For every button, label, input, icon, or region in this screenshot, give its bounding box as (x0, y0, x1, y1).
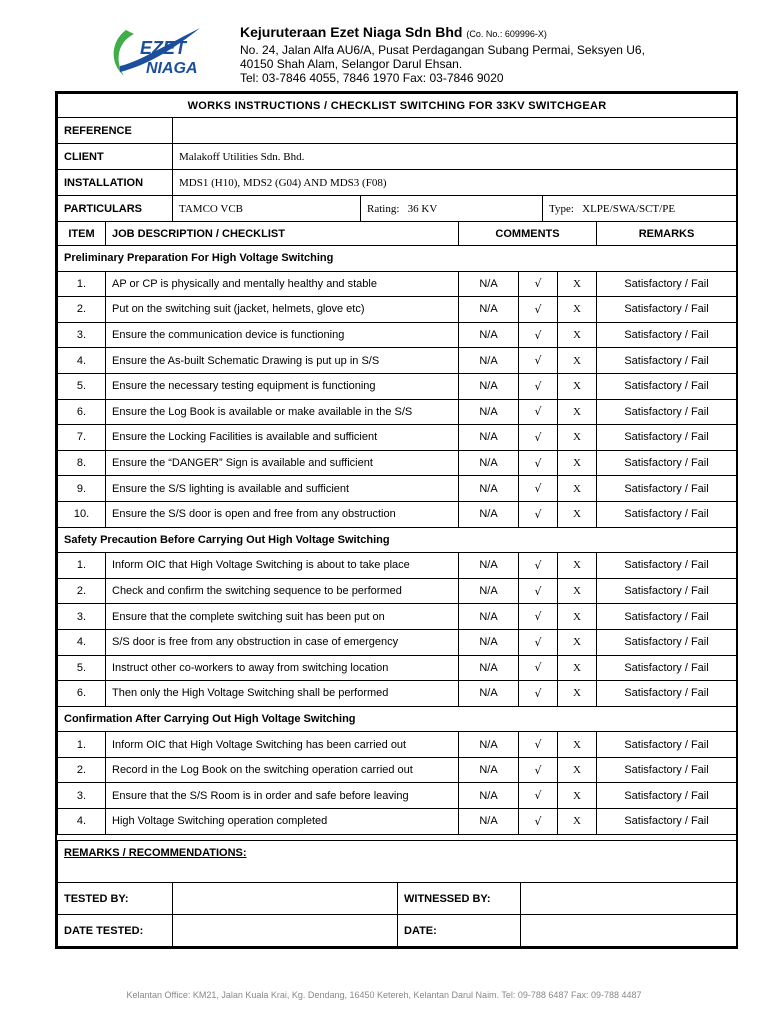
tested-by-field[interactable] (173, 883, 398, 915)
checklist-row (58, 757, 737, 783)
item-description: Put on the switching suit (jacket, helmets, glove etc) (106, 297, 459, 323)
remark-option[interactable]: Satisfactory / Fail (597, 297, 737, 323)
section-title: Safety Precaution Before Carrying Out High Voltage Switching (58, 527, 737, 553)
na-option[interactable]: N/A (459, 476, 519, 502)
cross-option[interactable]: X (558, 681, 597, 707)
item-number: 3. (58, 322, 106, 348)
company-logo (104, 26, 204, 80)
checklist-table (57, 221, 737, 835)
item-number: 3. (58, 783, 106, 809)
address-line-2: 40150 Shah Alam, Selangor Darul Ehsan. (240, 57, 463, 71)
item-number: 5. (58, 373, 106, 399)
form-header-table (57, 93, 737, 222)
item-description: S/S door is free from any obstruction in case of emergency (106, 629, 459, 655)
remark-option[interactable]: Satisfactory / Fail (597, 783, 737, 809)
col-item: ITEM (58, 222, 106, 246)
particulars-field[interactable]: TAMCO VCB (173, 196, 361, 222)
rating-value: 36 KV (407, 202, 438, 215)
item-description: Ensure the Log Book is available or make available in the S/S (106, 399, 459, 425)
remark-option[interactable]: Satisfactory / Fail (597, 578, 737, 604)
item-number: 4. (58, 809, 106, 835)
type-value: XLPE/SWA/SCT/PE (582, 202, 676, 215)
footer-address: Kelantan Office: KM21, Jalan Kuala Krai, Kg. Dendang, 16450 Ketereh, Kelantan Darul Naim. Tel: 09-788 6487 Fax: 09-788 4487 (126, 990, 642, 1000)
remark-option[interactable]: Satisfactory / Fail (597, 373, 737, 399)
item-description: Ensure the S/S lighting is available and sufficient (106, 476, 459, 502)
cross-option[interactable]: X (558, 476, 597, 502)
form-title: WORKS INSTRUCTIONS / CHECKLIST SWITCHING FOR 33KV SWITCHGEAR (58, 94, 737, 118)
col-description: JOB DESCRIPTION / CHECKLIST (106, 222, 459, 246)
checklist-row (58, 809, 737, 835)
checklist-row (58, 681, 737, 707)
letterhead (0, 0, 768, 90)
cross-option[interactable]: X (558, 297, 597, 323)
type-label: Type: (549, 202, 574, 215)
na-option[interactable]: N/A (459, 681, 519, 707)
section-header (58, 527, 737, 553)
witnessed-by-field[interactable] (521, 883, 737, 915)
section-title: Confirmation After Carrying Out High Voltage Switching (58, 706, 737, 732)
tested-by-label: TESTED BY: (58, 883, 173, 915)
tick-option[interactable]: √ (519, 501, 558, 527)
cross-option[interactable]: X (558, 399, 597, 425)
remark-option[interactable]: Satisfactory / Fail (597, 271, 737, 297)
remark-option[interactable]: Satisfactory / Fail (597, 809, 737, 835)
na-option[interactable]: N/A (459, 348, 519, 374)
witnessed-by-label: WITNESSED BY: (398, 883, 521, 915)
tick-option[interactable]: √ (519, 271, 558, 297)
tick-option[interactable]: √ (519, 655, 558, 681)
logo-text-bottom: NIAGA (146, 60, 198, 77)
item-number: 10. (58, 501, 106, 527)
remark-option[interactable]: Satisfactory / Fail (597, 604, 737, 630)
checklist-row (58, 373, 737, 399)
cross-option[interactable]: X (558, 322, 597, 348)
item-description: Then only the High Voltage Switching shall be performed (106, 681, 459, 707)
remark-option[interactable]: Satisfactory / Fail (597, 476, 737, 502)
cross-option[interactable]: X (558, 655, 597, 681)
section-header (58, 706, 737, 732)
remarks-recommendations: REMARKS / RECOMMENDATIONS: (58, 841, 737, 883)
item-number: 7. (58, 425, 106, 451)
item-description: Ensure the S/S door is open and free from any obstruction (106, 501, 459, 527)
cross-option[interactable]: X (558, 450, 597, 476)
remark-option[interactable]: Satisfactory / Fail (597, 501, 737, 527)
na-option[interactable]: N/A (459, 271, 519, 297)
checklist-row (58, 476, 737, 502)
na-option[interactable]: N/A (459, 629, 519, 655)
date-label: DATE: (398, 915, 521, 947)
item-number: 6. (58, 399, 106, 425)
checklist-row (58, 553, 737, 579)
logo-text-top: EZET (140, 38, 187, 58)
remark-option[interactable]: Satisfactory / Fail (597, 399, 737, 425)
remark-option[interactable]: Satisfactory / Fail (597, 629, 737, 655)
item-number: 2. (58, 757, 106, 783)
na-option[interactable]: N/A (459, 425, 519, 451)
remark-option[interactable]: Satisfactory / Fail (597, 450, 737, 476)
cross-option[interactable]: X (558, 757, 597, 783)
item-number: 8. (58, 450, 106, 476)
company-name (240, 24, 547, 40)
checklist-row (58, 629, 737, 655)
section-title: Preliminary Preparation For High Voltage Switching (58, 246, 737, 272)
item-description: Inform OIC that High Voltage Switching has been carried out (106, 732, 459, 758)
tick-option[interactable]: √ (519, 732, 558, 758)
date-tested-field[interactable] (173, 915, 398, 947)
installation-label: INSTALLATION (58, 170, 173, 196)
checklist-row (58, 655, 737, 681)
company-number: (Co. No.: 609996-X) (466, 29, 547, 39)
checklist-row (58, 322, 737, 348)
item-description: Inform OIC that High Voltage Switching is about to take place (106, 553, 459, 579)
item-description: Instruct other co-workers to away from switching location (106, 655, 459, 681)
remark-option[interactable]: Satisfactory / Fail (597, 655, 737, 681)
na-option[interactable]: N/A (459, 399, 519, 425)
installation-field[interactable]: MDS1 (H10), MDS2 (G04) AND MDS3 (F08) (173, 170, 737, 196)
rating-field[interactable] (361, 196, 543, 222)
tick-option[interactable]: √ (519, 348, 558, 374)
tick-option[interactable]: √ (519, 604, 558, 630)
na-option[interactable]: N/A (459, 757, 519, 783)
tick-option[interactable]: √ (519, 809, 558, 835)
remark-option[interactable]: Satisfactory / Fail (597, 322, 737, 348)
item-description: Ensure the communication device is functioning (106, 322, 459, 348)
tick-option[interactable]: √ (519, 322, 558, 348)
col-remarks: REMARKS (597, 222, 737, 246)
tick-option[interactable]: √ (519, 373, 558, 399)
na-option[interactable]: N/A (459, 322, 519, 348)
tick-option[interactable]: √ (519, 553, 558, 579)
cross-option[interactable]: X (558, 373, 597, 399)
checklist-row (58, 604, 737, 630)
cross-option[interactable]: X (558, 578, 597, 604)
na-option[interactable]: N/A (459, 783, 519, 809)
tick-option[interactable]: √ (519, 578, 558, 604)
checklist-row (58, 578, 737, 604)
reference-field[interactable] (173, 118, 737, 144)
na-option[interactable]: N/A (459, 297, 519, 323)
item-description: Ensure the As-built Schematic Drawing is put up in S/S (106, 348, 459, 374)
checklist-row (58, 348, 737, 374)
remark-option[interactable]: Satisfactory / Fail (597, 425, 737, 451)
tick-option[interactable]: √ (519, 425, 558, 451)
reference-label: REFERENCE (58, 118, 173, 144)
checklist-row (58, 425, 737, 451)
checklist-row (58, 501, 737, 527)
item-number: 1. (58, 553, 106, 579)
item-description: High Voltage Switching operation completed (106, 809, 459, 835)
item-number: 6. (58, 681, 106, 707)
phone-fax: Tel: 03-7846 4055, 7846 1970 Fax: 03-7846 9020 (240, 71, 504, 85)
item-number: 5. (58, 655, 106, 681)
na-option[interactable]: N/A (459, 501, 519, 527)
tick-option[interactable]: √ (519, 476, 558, 502)
na-option[interactable]: N/A (459, 373, 519, 399)
item-description: AP or CP is physically and mentally healthy and stable (106, 271, 459, 297)
checklist-row (58, 297, 737, 323)
cross-option[interactable]: X (558, 732, 597, 758)
checklist-row (58, 732, 737, 758)
tick-option[interactable]: √ (519, 399, 558, 425)
item-description: Ensure the necessary testing equipment is functioning (106, 373, 459, 399)
item-description: Ensure the “DANGER” Sign is available and sufficient (106, 450, 459, 476)
checklist-header-row (58, 222, 737, 246)
cross-option[interactable]: X (558, 604, 597, 630)
date-tested-label: DATE TESTED: (58, 915, 173, 947)
tick-option[interactable]: √ (519, 297, 558, 323)
particulars-label: PARTICULARS (58, 196, 173, 222)
item-number: 3. (58, 604, 106, 630)
item-number: 2. (58, 297, 106, 323)
item-description: Check and confirm the switching sequence to be performed (106, 578, 459, 604)
na-option[interactable]: N/A (459, 450, 519, 476)
cross-option[interactable]: X (558, 783, 597, 809)
tick-option[interactable]: √ (519, 681, 558, 707)
cross-option[interactable]: X (558, 348, 597, 374)
client-label: CLIENT (58, 144, 173, 170)
na-option[interactable]: N/A (459, 604, 519, 630)
cross-option[interactable]: X (558, 425, 597, 451)
remark-option[interactable]: Satisfactory / Fail (597, 732, 737, 758)
rating-label: Rating: (367, 202, 400, 215)
item-number: 1. (58, 271, 106, 297)
item-number: 4. (58, 348, 106, 374)
item-description: Record in the Log Book on the switching operation carried out (106, 757, 459, 783)
item-description: Ensure the Locking Facilities is available and sufficient (106, 425, 459, 451)
remark-option[interactable]: Satisfactory / Fail (597, 348, 737, 374)
item-number: 2. (58, 578, 106, 604)
na-option[interactable]: N/A (459, 809, 519, 835)
na-option[interactable]: N/A (459, 578, 519, 604)
na-option[interactable]: N/A (459, 732, 519, 758)
checklist-row (58, 271, 737, 297)
item-description: Ensure that the S/S Room is in order and safe before leaving (106, 783, 459, 809)
signoff-table (57, 840, 737, 947)
tick-option[interactable]: √ (519, 450, 558, 476)
cross-option[interactable]: X (558, 271, 597, 297)
cross-option[interactable]: X (558, 629, 597, 655)
checklist-row (58, 399, 737, 425)
type-field[interactable] (543, 196, 737, 222)
checklist-row (58, 783, 737, 809)
item-number: 4. (58, 629, 106, 655)
cross-option[interactable]: X (558, 809, 597, 835)
cross-option[interactable]: X (558, 553, 597, 579)
col-comments: COMMENTS (459, 222, 597, 246)
address-line-1: No. 24, Jalan Alfa AU6/A, Pusat Perdagangan Subang Permai, Seksyen U6, (240, 43, 645, 57)
company-name-text: Kejuruteraan Ezet Niaga Sdn Bhd (240, 24, 463, 40)
item-number: 9. (58, 476, 106, 502)
na-option[interactable]: N/A (459, 655, 519, 681)
remark-option[interactable]: Satisfactory / Fail (597, 681, 737, 707)
na-option[interactable]: N/A (459, 553, 519, 579)
cross-option[interactable]: X (558, 501, 597, 527)
remark-option[interactable]: Satisfactory / Fail (597, 757, 737, 783)
checklist-row (58, 450, 737, 476)
client-field[interactable]: Malakoff Utilities Sdn. Bhd. (173, 144, 737, 170)
item-number: 1. (58, 732, 106, 758)
tick-option[interactable]: √ (519, 757, 558, 783)
remark-option[interactable]: Satisfactory / Fail (597, 553, 737, 579)
date-field[interactable] (521, 915, 737, 947)
item-description: Ensure that the complete switching suit has been put on (106, 604, 459, 630)
tick-option[interactable]: √ (519, 629, 558, 655)
section-header (58, 246, 737, 272)
tick-option[interactable]: √ (519, 783, 558, 809)
